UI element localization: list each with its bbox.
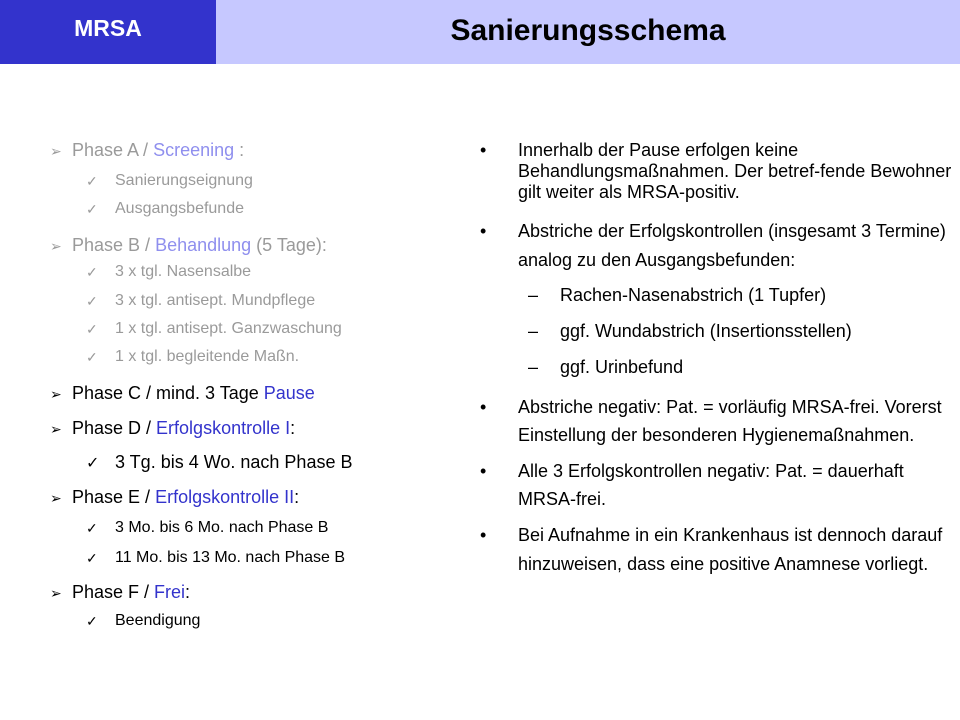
note-dash: – ggf. Wundabstrich (Insertionsstellen)	[528, 321, 852, 341]
phase-b-item: ✓ 3 x tgl. Nasensalbe	[86, 263, 252, 280]
phase-a-suffix: :	[234, 140, 245, 160]
phase-b-item: ✓ 1 x tgl. antisept. Ganzwaschung	[86, 320, 342, 337]
phase-d	[50, 418, 295, 439]
check-icon: ✓	[86, 264, 98, 280]
phase-a-prefix: Phase A /	[72, 140, 154, 160]
note-dash: – Rachen-Nasenabstrich (1 Tupfer)	[528, 285, 827, 305]
check-icon: ✓	[86, 349, 98, 365]
phase-b-prefix: Phase B /	[72, 235, 156, 255]
phase-b-suffix: (5 Tage):	[251, 235, 327, 255]
check-icon: ✓	[86, 321, 98, 337]
arrow-bullet-icon: ➢	[50, 421, 62, 437]
note-bullet: • Innerhalb der Pause erfolgen keine Behandlungsmaßnahmen. Der betref-fende Bewohner gilt weiter als MRSA-positiv.	[480, 140, 952, 202]
bullet-dot-icon: •	[480, 397, 487, 417]
note-bullet: • Abstriche der Erfolgskontrollen (insgesamt 3 Termine) analog zu den Ausgangsbefunden:	[478, 217, 958, 275]
note-dash: – ggf. Urinbefund	[528, 357, 684, 377]
phase-b-item: ✓ 3 x tgl. antisept. Mundpflege	[86, 292, 316, 309]
arrow-bullet-icon: ➢	[50, 490, 62, 506]
phase-e-item: ✓ 11 Mo. bis 13 Mo. nach Phase B	[86, 549, 346, 566]
bullet-dot-icon: •	[480, 525, 487, 545]
phase-e-link: Erfolgskontrolle II	[155, 487, 295, 507]
dash-icon: –	[528, 321, 539, 341]
check-icon: ✓	[86, 455, 100, 472]
phase-a	[50, 140, 244, 161]
check-icon: ✓	[86, 613, 98, 629]
phase-a-link: Screening	[153, 140, 235, 160]
phase-d-item: ✓ 3 Tg. bis 4 Wo. nach Phase B	[86, 452, 353, 472]
phase-b-link: Behandlung	[155, 235, 252, 255]
phase-e	[50, 487, 299, 508]
phase-f	[50, 582, 190, 603]
check-icon: ✓	[86, 550, 98, 566]
phase-e-suffix: :	[294, 487, 300, 507]
note-bullet: • Abstriche negativ: Pat. = vorläufig MRSA-frei. Vorerst Einstellung der besonderen Hygienemaßnahmen.	[478, 393, 958, 449]
check-icon: ✓	[86, 173, 98, 189]
phase-e-prefix: Phase E /	[72, 487, 156, 507]
phase-c-prefix: Phase C / mind. 3 Tage	[72, 383, 264, 403]
check-icon: ✓	[86, 201, 98, 217]
phase-f-suffix: :	[185, 582, 191, 602]
note-bullet: • Bei Aufnahme in ein Krankenhaus ist dennoch darauf hinzuweisen, dass eine positive Anamnese vorliegt.	[478, 521, 958, 579]
phase-d-suffix: :	[290, 418, 296, 438]
phase-f-item: ✓ Beendigung	[86, 612, 201, 629]
arrow-bullet-icon: ➢	[50, 143, 62, 159]
check-icon: ✓	[86, 520, 98, 536]
bullet-dot-icon: •	[480, 140, 487, 160]
notes-list	[478, 140, 958, 579]
phase-b	[50, 235, 327, 256]
phase-a-item: ✓ Ausgangsbefunde	[86, 200, 244, 217]
phase-d-prefix: Phase D /	[72, 418, 157, 438]
arrow-bullet-icon: ➢	[50, 386, 62, 402]
bullet-dot-icon: •	[480, 221, 487, 241]
check-icon: ✓	[86, 293, 98, 309]
phase-a-item: ✓ Sanierungseignung	[86, 172, 253, 189]
page-title: Sanierungsschema	[450, 14, 726, 47]
arrow-bullet-icon: ➢	[50, 585, 62, 601]
phase-e-item: ✓ 3 Mo. bis 6 Mo. nach Phase B	[86, 519, 329, 536]
dash-icon: –	[528, 357, 539, 377]
arrow-bullet-icon: ➢	[50, 238, 62, 254]
mrsa-tag-label: MRSA	[74, 15, 142, 41]
phase-d-link: Erfolgskontrolle I	[156, 418, 291, 438]
note-bullet: • Alle 3 Erfolgskontrollen negativ: Pat. = dauerhaft MRSA-frei.	[478, 457, 958, 513]
phase-b-item: ✓ 1 x tgl. begleitende Maßn.	[86, 348, 300, 365]
phase-c-link: Pause	[263, 383, 315, 403]
phase-c	[50, 383, 315, 404]
phase-f-link: Frei	[154, 582, 186, 602]
phase-f-prefix: Phase F /	[72, 582, 155, 602]
phase-list	[0, 0, 470, 720]
bullet-dot-icon: •	[480, 461, 487, 481]
dash-icon: –	[528, 285, 539, 305]
